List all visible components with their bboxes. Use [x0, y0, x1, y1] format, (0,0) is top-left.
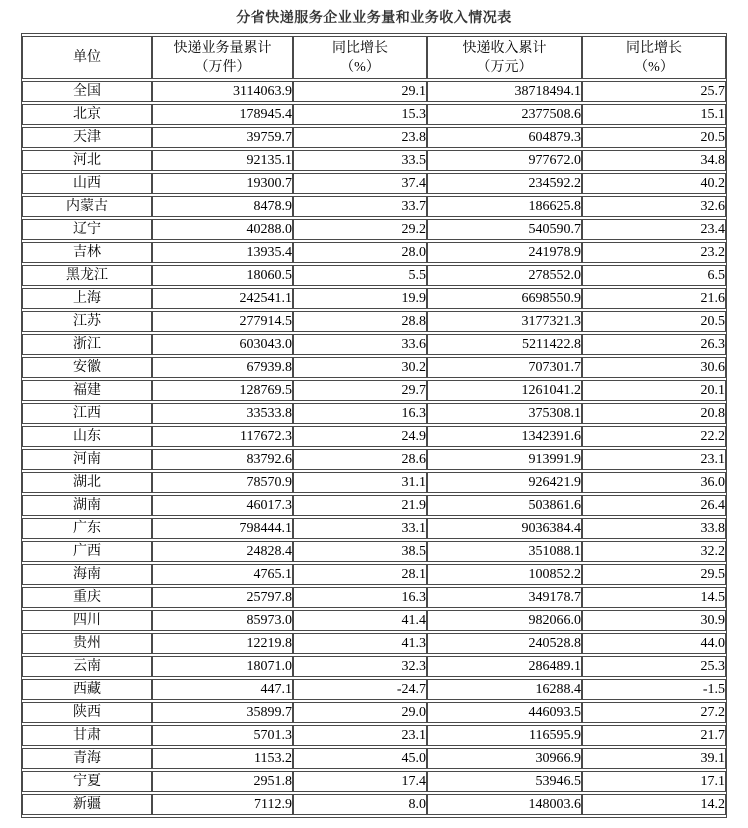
table-row [22, 748, 726, 769]
cell-revenue-yoy: 23.4 [582, 219, 726, 240]
cell-revenue: 926421.9 [427, 472, 582, 493]
cell-volume: 85973.0 [152, 610, 293, 631]
cell-volume: 2951.8 [152, 771, 293, 792]
cell-province: 山西 [22, 173, 152, 194]
cell-revenue: 604879.3 [427, 127, 582, 148]
column-header-volume-yoy [293, 36, 427, 79]
cell-province: 江西 [22, 403, 152, 424]
cell-revenue-yoy: 21.7 [582, 725, 726, 746]
table-row [22, 495, 726, 516]
table-row [22, 311, 726, 332]
cell-revenue-yoy: -1.5 [582, 679, 726, 700]
cell-province: 北京 [22, 104, 152, 125]
cell-volume-yoy: 33.6 [293, 334, 427, 355]
column-header-sublabel: （%） [340, 59, 380, 75]
cell-volume-yoy: 41.4 [293, 610, 427, 631]
cell-revenue-yoy: 27.2 [582, 702, 726, 723]
cell-revenue: 2377508.6 [427, 104, 582, 125]
cell-province: 陕西 [22, 702, 152, 723]
column-header-sublabel: （万件） [194, 59, 251, 75]
cell-revenue-yoy: 25.3 [582, 656, 726, 677]
table-row [22, 794, 726, 815]
cell-volume: 18060.5 [152, 265, 293, 286]
cell-revenue-yoy: 34.8 [582, 150, 726, 171]
cell-province: 贵州 [22, 633, 152, 654]
cell-volume: 78570.9 [152, 472, 293, 493]
cell-revenue: 982066.0 [427, 610, 582, 631]
cell-revenue: 375308.1 [427, 403, 582, 424]
cell-volume-yoy: 29.0 [293, 702, 427, 723]
cell-revenue: 3177321.3 [427, 311, 582, 332]
cell-volume-yoy: 28.1 [293, 564, 427, 585]
cell-province: 重庆 [22, 587, 152, 608]
cell-volume: 83792.6 [152, 449, 293, 470]
cell-province: 广西 [22, 541, 152, 562]
cell-revenue: 707301.7 [427, 357, 582, 378]
cell-volume-yoy: 33.1 [293, 518, 427, 539]
table-row [22, 104, 726, 125]
table-row [22, 656, 726, 677]
cell-volume: 12219.8 [152, 633, 293, 654]
cell-province: 安徽 [22, 357, 152, 378]
table-row [22, 564, 726, 585]
cell-revenue: 286489.1 [427, 656, 582, 677]
cell-volume: 3114063.9 [152, 81, 293, 102]
cell-revenue: 6698550.9 [427, 288, 582, 309]
cell-volume-yoy: 24.9 [293, 426, 427, 447]
cell-revenue-yoy: 22.2 [582, 426, 726, 447]
cell-volume: 4765.1 [152, 564, 293, 585]
cell-revenue-yoy: 39.1 [582, 748, 726, 769]
cell-revenue: 16288.4 [427, 679, 582, 700]
cell-province: 四川 [22, 610, 152, 631]
cell-volume: 117672.3 [152, 426, 293, 447]
cell-revenue: 349178.7 [427, 587, 582, 608]
cell-province: 宁夏 [22, 771, 152, 792]
cell-revenue: 38718494.1 [427, 81, 582, 102]
table-row [22, 679, 726, 700]
cell-volume: 178945.4 [152, 104, 293, 125]
header-row [22, 36, 726, 79]
cell-volume-yoy: 38.5 [293, 541, 427, 562]
cell-volume-yoy: 29.2 [293, 219, 427, 240]
cell-volume-yoy: 15.3 [293, 104, 427, 125]
table-row [22, 587, 726, 608]
cell-volume-yoy: 28.8 [293, 311, 427, 332]
cell-volume-yoy: 37.4 [293, 173, 427, 194]
cell-volume: 128769.5 [152, 380, 293, 401]
cell-volume: 39759.7 [152, 127, 293, 148]
table-row [22, 150, 726, 171]
cell-revenue: 446093.5 [427, 702, 582, 723]
cell-volume: 277914.5 [152, 311, 293, 332]
cell-revenue-yoy: 36.0 [582, 472, 726, 493]
cell-volume: 18071.0 [152, 656, 293, 677]
cell-province: 江苏 [22, 311, 152, 332]
column-header-label: 同比增长 [626, 40, 682, 56]
column-header-sublabel: （万元） [476, 59, 533, 75]
cell-volume: 35899.7 [152, 702, 293, 723]
cell-volume: 242541.1 [152, 288, 293, 309]
cell-province: 福建 [22, 380, 152, 401]
table-row [22, 196, 726, 217]
column-header-label: 同比增长 [332, 40, 388, 56]
cell-volume-yoy: 33.7 [293, 196, 427, 217]
column-header-unit [22, 36, 152, 79]
cell-revenue-yoy: 32.6 [582, 196, 726, 217]
cell-revenue: 234592.2 [427, 173, 582, 194]
cell-volume-yoy: 30.2 [293, 357, 427, 378]
cell-province: 山东 [22, 426, 152, 447]
cell-revenue: 148003.6 [427, 794, 582, 815]
table-row [22, 219, 726, 240]
cell-volume: 603043.0 [152, 334, 293, 355]
cell-revenue: 30966.9 [427, 748, 582, 769]
cell-revenue: 5211422.8 [427, 334, 582, 355]
column-header-volume [152, 36, 293, 79]
cell-volume-yoy: 29.1 [293, 81, 427, 102]
table-row [22, 610, 726, 631]
cell-volume-yoy: 21.9 [293, 495, 427, 516]
cell-volume-yoy: 32.3 [293, 656, 427, 677]
cell-revenue-yoy: 20.5 [582, 127, 726, 148]
cell-volume: 46017.3 [152, 495, 293, 516]
cell-province: 河北 [22, 150, 152, 171]
cell-revenue-yoy: 26.4 [582, 495, 726, 516]
cell-province: 青海 [22, 748, 152, 769]
cell-province: 湖南 [22, 495, 152, 516]
table-row [22, 426, 726, 447]
cell-volume: 1153.2 [152, 748, 293, 769]
cell-volume: 40288.0 [152, 219, 293, 240]
cell-revenue: 913991.9 [427, 449, 582, 470]
cell-volume-yoy: 29.7 [293, 380, 427, 401]
cell-province: 甘肃 [22, 725, 152, 746]
cell-revenue-yoy: 15.1 [582, 104, 726, 125]
cell-volume-yoy: 16.3 [293, 403, 427, 424]
column-header-revenue-yoy [582, 36, 726, 79]
table-row [22, 334, 726, 355]
cell-revenue: 278552.0 [427, 265, 582, 286]
cell-volume-yoy: 23.8 [293, 127, 427, 148]
cell-province: 黑龙江 [22, 265, 152, 286]
cell-revenue-yoy: 30.9 [582, 610, 726, 631]
table-row [22, 288, 726, 309]
cell-province: 河南 [22, 449, 152, 470]
cell-province: 海南 [22, 564, 152, 585]
table-row [22, 633, 726, 654]
cell-province: 上海 [22, 288, 152, 309]
table-row [22, 380, 726, 401]
cell-revenue-yoy: 29.5 [582, 564, 726, 585]
cell-volume-yoy: 41.3 [293, 633, 427, 654]
cell-volume-yoy: 33.5 [293, 150, 427, 171]
cell-province: 新疆 [22, 794, 152, 815]
cell-revenue: 1261041.2 [427, 380, 582, 401]
cell-province: 广东 [22, 518, 152, 539]
cell-revenue-yoy: 14.2 [582, 794, 726, 815]
cell-volume: 798444.1 [152, 518, 293, 539]
table-row [22, 357, 726, 378]
table-row [22, 472, 726, 493]
cell-province: 内蒙古 [22, 196, 152, 217]
cell-volume-yoy: 45.0 [293, 748, 427, 769]
table-row [22, 81, 726, 102]
cell-volume: 24828.4 [152, 541, 293, 562]
cell-volume-yoy: 5.5 [293, 265, 427, 286]
column-header-label: 单位 [73, 50, 101, 65]
cell-province: 湖北 [22, 472, 152, 493]
cell-province: 浙江 [22, 334, 152, 355]
cell-province: 天津 [22, 127, 152, 148]
table-row [22, 541, 726, 562]
cell-volume: 67939.8 [152, 357, 293, 378]
cell-revenue: 9036384.4 [427, 518, 582, 539]
cell-revenue: 977672.0 [427, 150, 582, 171]
table-body [22, 81, 726, 815]
cell-province: 辽宁 [22, 219, 152, 240]
cell-volume: 25797.8 [152, 587, 293, 608]
cell-revenue: 540590.7 [427, 219, 582, 240]
cell-volume: 19300.7 [152, 173, 293, 194]
cell-volume: 13935.4 [152, 242, 293, 263]
cell-volume: 33533.8 [152, 403, 293, 424]
table-row [22, 265, 726, 286]
cell-province: 全国 [22, 81, 152, 102]
column-header-label: 快递业务量累计 [173, 40, 272, 56]
column-header-revenue [427, 36, 582, 79]
cell-revenue: 53946.5 [427, 771, 582, 792]
cell-province: 吉林 [22, 242, 152, 263]
cell-volume: 5701.3 [152, 725, 293, 746]
cell-revenue-yoy: 14.5 [582, 587, 726, 608]
column-header-label: 快递收入累计 [462, 40, 547, 56]
cell-province: 云南 [22, 656, 152, 677]
cell-volume-yoy: 19.9 [293, 288, 427, 309]
cell-revenue-yoy: 23.1 [582, 449, 726, 470]
table-row [22, 771, 726, 792]
cell-volume-yoy: -24.7 [293, 679, 427, 700]
cell-revenue: 503861.6 [427, 495, 582, 516]
table-row [22, 127, 726, 148]
cell-revenue: 100852.2 [427, 564, 582, 585]
cell-province: 西藏 [22, 679, 152, 700]
table-row [22, 725, 726, 746]
cell-revenue-yoy: 20.1 [582, 380, 726, 401]
table-row [22, 702, 726, 723]
cell-revenue-yoy: 25.7 [582, 81, 726, 102]
cell-revenue-yoy: 6.5 [582, 265, 726, 286]
table-row [22, 449, 726, 470]
cell-revenue: 1342391.6 [427, 426, 582, 447]
cell-volume-yoy: 8.0 [293, 794, 427, 815]
cell-volume-yoy: 31.1 [293, 472, 427, 493]
page-title: 分省快递服务企业业务量和业务收入情况表 [236, 9, 512, 25]
cell-revenue-yoy: 26.3 [582, 334, 726, 355]
cell-volume: 7112.9 [152, 794, 293, 815]
cell-revenue-yoy: 21.6 [582, 288, 726, 309]
cell-revenue-yoy: 30.6 [582, 357, 726, 378]
cell-revenue-yoy: 44.0 [582, 633, 726, 654]
cell-revenue-yoy: 23.2 [582, 242, 726, 263]
cell-revenue-yoy: 32.2 [582, 541, 726, 562]
cell-volume: 92135.1 [152, 150, 293, 171]
cell-revenue-yoy: 17.1 [582, 771, 726, 792]
cell-revenue: 116595.9 [427, 725, 582, 746]
cell-revenue: 186625.8 [427, 196, 582, 217]
cell-revenue-yoy: 20.8 [582, 403, 726, 424]
table-row [22, 403, 726, 424]
table-row [22, 173, 726, 194]
cell-revenue: 241978.9 [427, 242, 582, 263]
cell-revenue: 351088.1 [427, 541, 582, 562]
table-row [22, 518, 726, 539]
cell-revenue-yoy: 20.5 [582, 311, 726, 332]
cell-volume-yoy: 28.6 [293, 449, 427, 470]
cell-revenue-yoy: 40.2 [582, 173, 726, 194]
cell-volume-yoy: 23.1 [293, 725, 427, 746]
cell-revenue-yoy: 33.8 [582, 518, 726, 539]
cell-volume-yoy: 17.4 [293, 771, 427, 792]
column-header-sublabel: （%） [634, 59, 674, 75]
province-express-stats-table [21, 33, 727, 818]
cell-volume-yoy: 28.0 [293, 242, 427, 263]
cell-volume: 447.1 [152, 679, 293, 700]
cell-revenue: 240528.8 [427, 633, 582, 654]
table-row [22, 242, 726, 263]
cell-volume-yoy: 16.3 [293, 587, 427, 608]
cell-volume: 8478.9 [152, 196, 293, 217]
